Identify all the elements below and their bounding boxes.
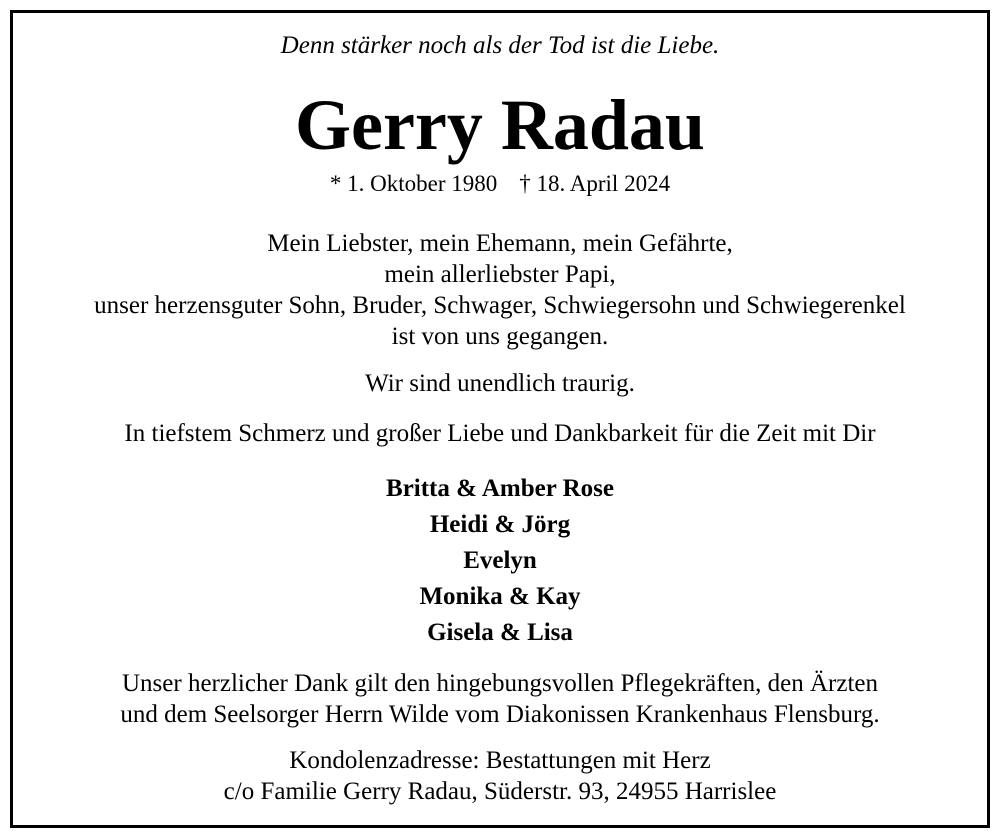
family-member: Britta & Amber Rose (386, 475, 614, 502)
message-line: mein allerliebster Papi, (384, 261, 616, 288)
thanks-line: Unser herzlicher Dank gilt den hingebungsvollen Pflegekräften, den Ärzten (122, 670, 878, 697)
message-line: Mein Liebster, mein Ehemann, mein Gefährte, (267, 230, 733, 257)
deceased-name: Gerry Radau (295, 85, 705, 165)
address-line: Kondolenzadresse: Bestattungen mit Herz (289, 747, 711, 774)
sadness-line: Wir sind unendlich traurig. (365, 370, 635, 397)
birth-date: * 1. Oktober 1980 (329, 171, 498, 196)
motto: Denn stärker noch als der Tod ist die Liebe. (280, 32, 720, 59)
address-line: c/o Familie Gerry Radau, Süderstr. 93, 24955 Harrislee (223, 778, 777, 805)
message-line: unser herzensguter Sohn, Bruder, Schwager, Schwiegersohn und Schwiegerenkel (94, 292, 906, 319)
thanks-line: und dem Seelsorger Herrn Wilde vom Diakonissen Krankenhaus Flensburg. (120, 701, 880, 728)
death-date: † 18. April 2024 (519, 171, 671, 196)
family-member: Evelyn (463, 547, 537, 574)
gratitude-line: In tiefstem Schmerz und großer Liebe und Dankbarkeit für die Zeit mit Dir (124, 420, 876, 447)
message-line: ist von uns gegangen. (391, 323, 609, 350)
family-member: Monika & Kay (419, 583, 581, 610)
family-member: Heidi & Jörg (429, 511, 571, 538)
family-member: Gisela & Lisa (427, 619, 573, 646)
life-dates (0, 172, 1000, 195)
